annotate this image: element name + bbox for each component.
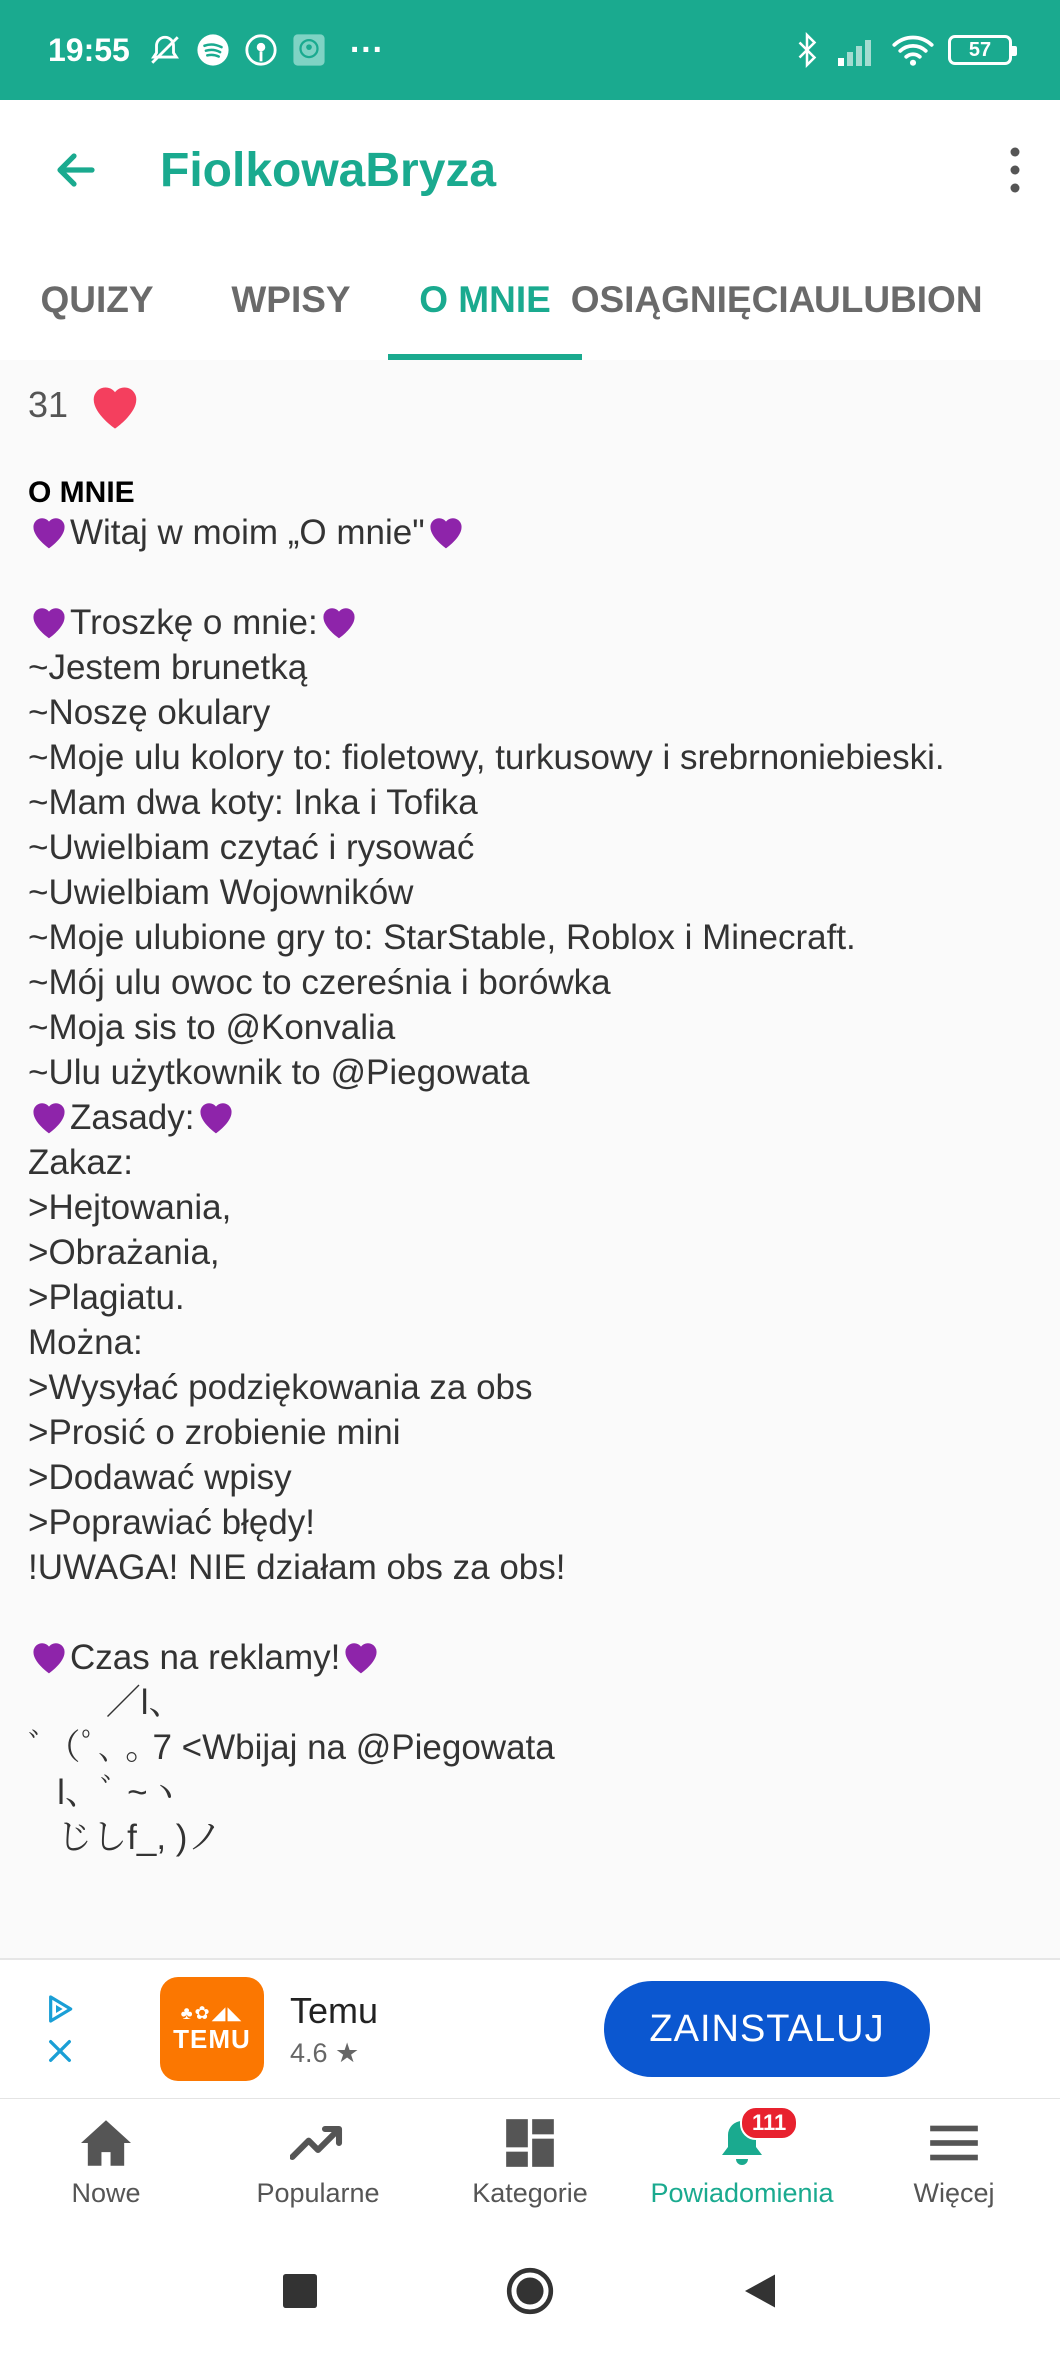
- about-line-text: ~Moja sis to @Konvalia: [28, 1008, 396, 1047]
- profile-tabs: [0, 240, 1060, 360]
- about-line-text: ~Uwielbiam Wojowników: [28, 873, 414, 912]
- likes-count: 31: [28, 384, 69, 425]
- bottom-navigation: [0, 2098, 1060, 2226]
- about-line: [28, 1185, 1032, 1230]
- tab-favorites[interactable]: ULUBION: [814, 279, 983, 320]
- nav-item-more[interactable]: [848, 2099, 1060, 2226]
- about-line: [28, 1455, 1032, 1500]
- about-line: [28, 555, 1032, 600]
- about-line-text: Można:: [28, 1323, 143, 1362]
- nav-label: Popularne: [256, 2178, 380, 2208]
- nav-label: Powiadomienia: [650, 2178, 834, 2208]
- purple-heart-icon: [340, 1637, 382, 1675]
- about-line-text: ~Jestem brunetką: [28, 648, 308, 687]
- arrow-left-icon: [52, 146, 100, 194]
- about-line: [28, 1410, 1032, 1455]
- about-line: [28, 1230, 1032, 1275]
- heart-icon[interactable]: [86, 379, 144, 431]
- ad-choices-icon[interactable]: [44, 1993, 76, 2025]
- about-line: [28, 600, 1032, 645]
- about-line-text: ~Mój ulu owoc to czereśnia i borówka: [28, 963, 611, 1002]
- home-system-button[interactable]: [500, 2261, 560, 2321]
- about-line-text: >Poprawiać błędy!: [28, 1503, 315, 1542]
- about-line: [28, 1770, 1032, 1815]
- about-line-text: >Plagiatu.: [28, 1278, 185, 1317]
- about-line-text: ~Noszę okulary: [28, 693, 271, 732]
- about-line-text: !UWAGA! NIE działam obs za obs!: [28, 1548, 566, 1587]
- about-content[interactable]: [0, 360, 1060, 1958]
- about-line: [28, 1815, 1032, 1860]
- ad-rating: 4.6 ★: [290, 2037, 360, 2068]
- about-line: [28, 1545, 1032, 1590]
- categories-icon: [500, 2116, 560, 2170]
- about-line-text: >Obrażania,: [28, 1233, 220, 1272]
- trending-icon: [288, 2116, 348, 2170]
- about-line: [28, 690, 1032, 735]
- about-line-text: l、ﾞ ~ヽ: [28, 1773, 183, 1812]
- about-line: [28, 1725, 1032, 1770]
- wifi-icon: [892, 33, 934, 67]
- square-icon: [283, 2274, 317, 2308]
- home-icon: [76, 2116, 136, 2170]
- about-line: [28, 1320, 1032, 1365]
- purple-heart-icon: [28, 1097, 70, 1135]
- overflow-menu-button[interactable]: [970, 100, 1060, 240]
- about-line: [28, 1095, 1032, 1140]
- about-line-text: >Prosić o zrobienie mini: [28, 1413, 401, 1452]
- about-line: [28, 915, 1032, 960]
- ad-choices[interactable]: [0, 1960, 100, 2098]
- back-system-button[interactable]: [730, 2261, 790, 2321]
- about-line-text: >Wysyłać podziękowania za obs: [28, 1368, 533, 1407]
- menu-icon: [924, 2116, 984, 2170]
- status-system-icons: [792, 32, 1012, 68]
- recents-button[interactable]: [270, 2261, 330, 2321]
- battery-icon: [948, 35, 1012, 65]
- app-bar: [0, 100, 1060, 240]
- about-line-text: Zakaz:: [28, 1143, 134, 1182]
- about-line: [28, 1500, 1032, 1545]
- about-line-text: Troszkę o mnie:: [70, 603, 318, 642]
- about-line-text: Czas na reklamy!: [70, 1638, 341, 1677]
- about-line: [28, 645, 1032, 690]
- purple-heart-icon: [425, 512, 467, 550]
- status-notification-icons: [148, 31, 384, 70]
- signal-icon: [836, 34, 878, 66]
- purple-heart-icon: [195, 1097, 237, 1135]
- nav-item-new[interactable]: [0, 2099, 212, 2226]
- profile-username-title: FiolkowaBryza: [160, 143, 497, 197]
- nav-item-popular[interactable]: [212, 2099, 424, 2226]
- temu-logo-glyphs: ♣✿◢◣: [180, 2003, 244, 2023]
- nav-label: Kategorie: [472, 2178, 588, 2208]
- about-line: [28, 1365, 1032, 1410]
- about-line: [28, 780, 1032, 825]
- triangle-back-icon: [742, 2272, 778, 2310]
- ad-app-name: Temu: [290, 1989, 379, 2031]
- circle-icon: [505, 2266, 555, 2316]
- back-button[interactable]: [0, 100, 110, 240]
- about-line-text: ﾞ（ﾟ､ ｡ 7 <Wbijaj na @Piegowata: [28, 1728, 555, 1767]
- about-line: [28, 1680, 1032, 1725]
- purple-heart-icon: [28, 1637, 70, 1675]
- ad-info[interactable]: [290, 1990, 378, 2069]
- section-heading: O MNIE: [28, 476, 135, 509]
- about-line: [28, 1275, 1032, 1320]
- about-text: [28, 510, 1032, 1860]
- about-line-text: ~Moje ulubione gry to: StarStable, Roblox i Minecraft.: [28, 918, 856, 957]
- more-vertical-icon: [1008, 145, 1022, 195]
- bell-icon: [712, 2110, 787, 2170]
- mute-bell-icon: [148, 33, 182, 67]
- tab-quizzes[interactable]: QUIZY: [40, 279, 154, 320]
- about-line-text: ~Uwielbiam czytać i rysować: [28, 828, 475, 867]
- bluetooth-icon: [792, 32, 822, 68]
- purple-heart-icon: [28, 602, 70, 640]
- system-navigation-bar: [0, 2226, 1060, 2355]
- tab-about-me[interactable]: O MNIE: [388, 240, 582, 360]
- about-line-text: じしf_, )ノ: [28, 1818, 223, 1857]
- podcast-square-icon: [292, 33, 326, 67]
- status-bar: [0, 0, 1060, 100]
- about-line-text: Zasady:: [70, 1098, 195, 1137]
- about-line: [28, 825, 1032, 870]
- purple-heart-icon: [318, 602, 360, 640]
- status-time: 19:55: [48, 31, 130, 68]
- about-line: [28, 1635, 1032, 1680]
- about-line: [28, 1140, 1032, 1185]
- temu-logo[interactable]: [160, 1977, 264, 2081]
- notification-badge: 111: [740, 2106, 798, 2140]
- about-line: [28, 510, 1032, 555]
- purple-heart-icon: [28, 512, 70, 550]
- tab-achievements[interactable]: OSIĄGNIĘCIA: [570, 279, 816, 320]
- about-line: [28, 1005, 1032, 1050]
- about-line-text: Witaj w moim „O mnie": [70, 513, 425, 552]
- about-line: [28, 735, 1032, 780]
- likes-row: [28, 370, 1032, 440]
- about-line: [28, 1590, 1032, 1635]
- temu-logo-text: TEMU: [173, 2024, 251, 2054]
- nav-item-categories[interactable]: [424, 2099, 636, 2226]
- tab-posts[interactable]: WPISY: [231, 279, 351, 320]
- battery-level: 57: [968, 38, 992, 61]
- about-line-text: >Hejtowania,: [28, 1188, 232, 1227]
- ad-banner[interactable]: [0, 1958, 1060, 2098]
- more-notifications-indicator: ···: [349, 30, 384, 69]
- nav-label: Więcej: [913, 2178, 995, 2208]
- about-line: [28, 1050, 1032, 1095]
- about-line-text: ~Mam dwa koty: Inka i Tofika: [28, 783, 478, 822]
- install-button[interactable]: ZAINSTALUJ: [604, 1981, 930, 2077]
- close-ad-icon[interactable]: [46, 2037, 74, 2065]
- about-line-text: ／l、: [28, 1683, 184, 1722]
- about-line: [28, 870, 1032, 915]
- about-line-text: >Dodawać wpisy: [28, 1458, 292, 1497]
- nav-label: Nowe: [71, 2178, 141, 2208]
- nav-item-notifications[interactable]: [636, 2099, 848, 2226]
- about-line-text: ~Ulu użytkownik to @Piegowata: [28, 1053, 530, 1092]
- podcast-icon: [244, 33, 278, 67]
- about-line-text: ~Moje ulu kolory to: fioletowy, turkusowy i srebrnoniebieski.: [28, 738, 945, 777]
- about-line: [28, 960, 1032, 1005]
- spotify-icon: [196, 33, 230, 67]
